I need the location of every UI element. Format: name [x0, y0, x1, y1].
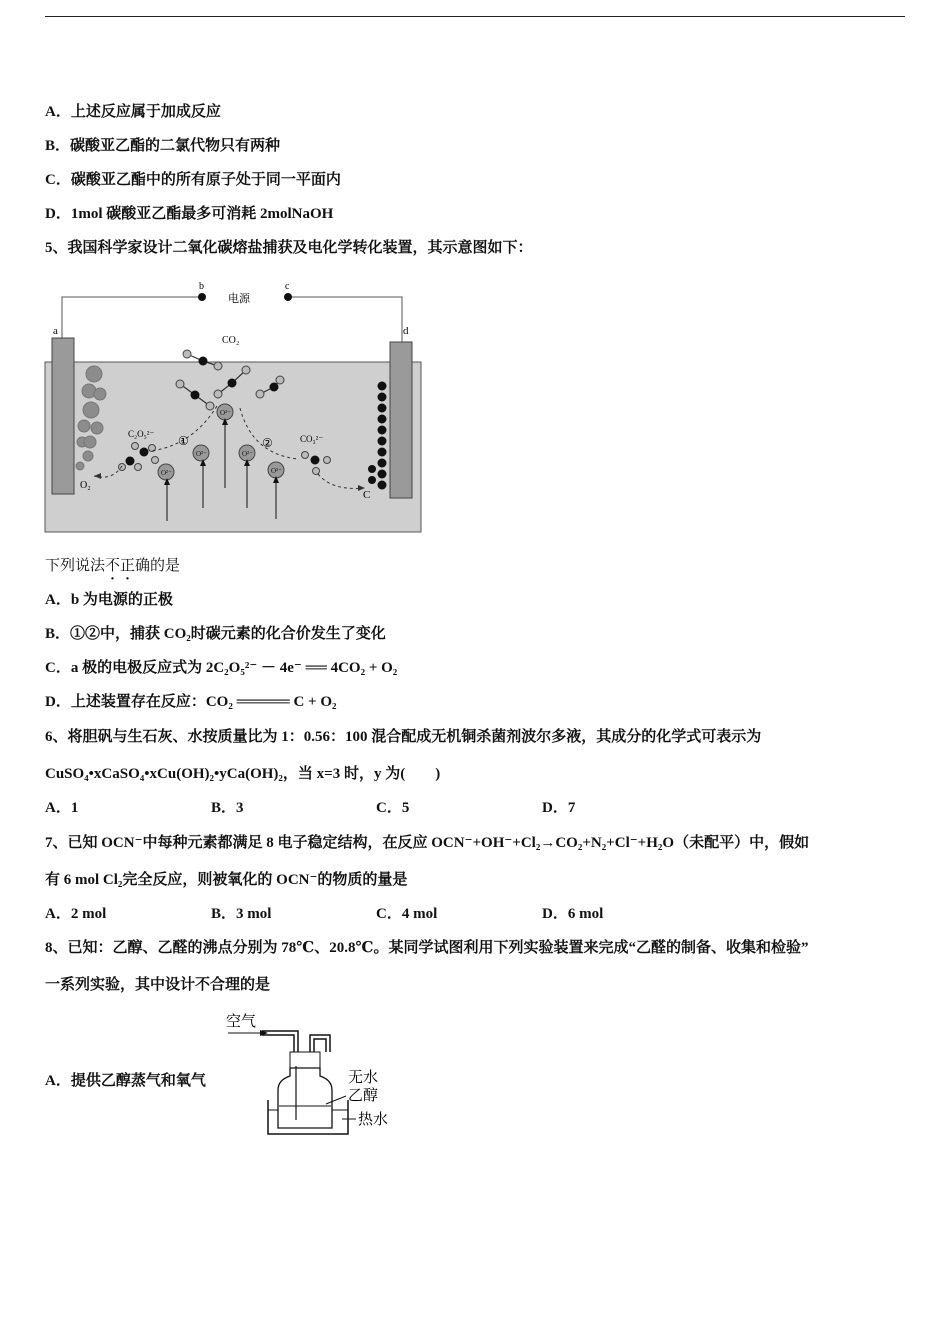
q8-option-a: A．提供乙醇蒸气和氧气	[45, 1073, 206, 1089]
ethanol-vapor-apparatus	[222, 1006, 402, 1146]
terminal-b-label: b	[199, 281, 204, 292]
q6-stem-line1: 6、将胆矾与生石灰、水按质量比为 1：0.56：100 混合配成无机铜杀菌剂波尔多液，其成分的化学式可表示为	[45, 729, 762, 745]
q6-option-d: D．7	[542, 800, 576, 816]
q8-stem-line2: 一系列实验，其中设计不合理的是	[45, 977, 271, 993]
q7-stem-line1: 7、已知 OCN⁻中每种元素都满足 8 电子稳定结构，在反应 OCN⁻+OH⁻+Cl₂→CO₂+N₂+Cl⁻+H₂O（未配平）中，假如	[45, 835, 810, 851]
oxide-ion-label: O²⁻	[242, 450, 253, 458]
c2o5-label: C₂O₅²⁻	[128, 429, 155, 439]
q6-stem-line2: CuSO₄•xCaSO₄•xCu(OH)₂•yCa(OH)₂，当 x=3 时，y 为( )	[45, 766, 441, 782]
q6-option-b: B．3	[211, 800, 244, 816]
header-rule	[45, 16, 905, 17]
o2-label: O₂	[80, 480, 91, 491]
q7-option-a: A．2 mol	[45, 906, 107, 922]
step-2-label: ②	[262, 436, 273, 450]
q7-stem-line2: 有 6 mol Cl₂完全反应，则被氧化的 OCN⁻的物质的量是	[45, 872, 408, 888]
q5-stem: 5、我国科学家设计二氧化碳熔盐捕获及电化学转化装置，其示意图如下：	[45, 240, 533, 256]
hot-water-label: 热水	[358, 1110, 389, 1128]
terminal-c-label: c	[285, 281, 290, 292]
q8-stem-line1: 8、已知：乙醇、乙醛的沸点分别为 78℃、20.8℃。某同学试图利用下列实验装置来完成“乙醛的制备、收集和检验”	[45, 940, 809, 956]
co3-label: CO₃²⁻	[300, 434, 324, 444]
power-source-label: 电源	[228, 292, 250, 305]
ethanol-label: 乙醇	[348, 1086, 379, 1104]
q7-option-b: B．3 mol	[211, 906, 272, 922]
oxide-ion-label: O²⁻	[271, 467, 282, 475]
oxide-ion-label: O²⁻	[161, 469, 172, 477]
q7-option-d: D．6 mol	[542, 906, 604, 922]
anhydrous-label: 无水	[348, 1068, 379, 1086]
electrolysis-diagram	[42, 276, 428, 538]
carbon-label: C	[363, 489, 371, 501]
oxide-ion-label: O²⁻	[196, 450, 207, 458]
q7-option-c: C．4 mol	[376, 906, 438, 922]
step-1-label: ①	[178, 434, 189, 448]
q5-question: 下列说法不正确的是	[45, 558, 181, 574]
electrode-d-label: d	[403, 325, 409, 337]
q6-option-a: A．1	[45, 800, 79, 816]
q5-option-a: A．b 为电源的正极	[45, 592, 173, 608]
q4-option-c: C．碳酸亚乙酯中的所有原子处于同一平面内	[45, 172, 341, 188]
q6-option-c: C．5	[376, 800, 410, 816]
q5-option-c: C．a 极的电极反应式为 2C₂O₅²⁻ － 4e⁻ ══ 4CO₂ + O₂	[45, 660, 398, 676]
co2-label: CO₂	[222, 335, 240, 346]
q5-option-d: D．上述装置存在反应：CO₂ ═════ C + O₂	[45, 694, 337, 710]
q4-option-b: B．碳酸亚乙酯的二氯代物只有两种	[45, 138, 281, 154]
electrode-a-label: a	[53, 325, 58, 337]
air-label: 空气	[226, 1012, 257, 1030]
q4-option-a: A．上述反应属于加成反应	[45, 104, 221, 120]
q4-option-d: D．1mol 碳酸亚乙酯最多可消耗 2molNaOH	[45, 206, 334, 222]
oxide-ion-label: O²⁻	[220, 409, 231, 417]
q5-option-b: B．①②中，捕获 CO₂时碳元素的化合价发生了变化	[45, 626, 386, 642]
